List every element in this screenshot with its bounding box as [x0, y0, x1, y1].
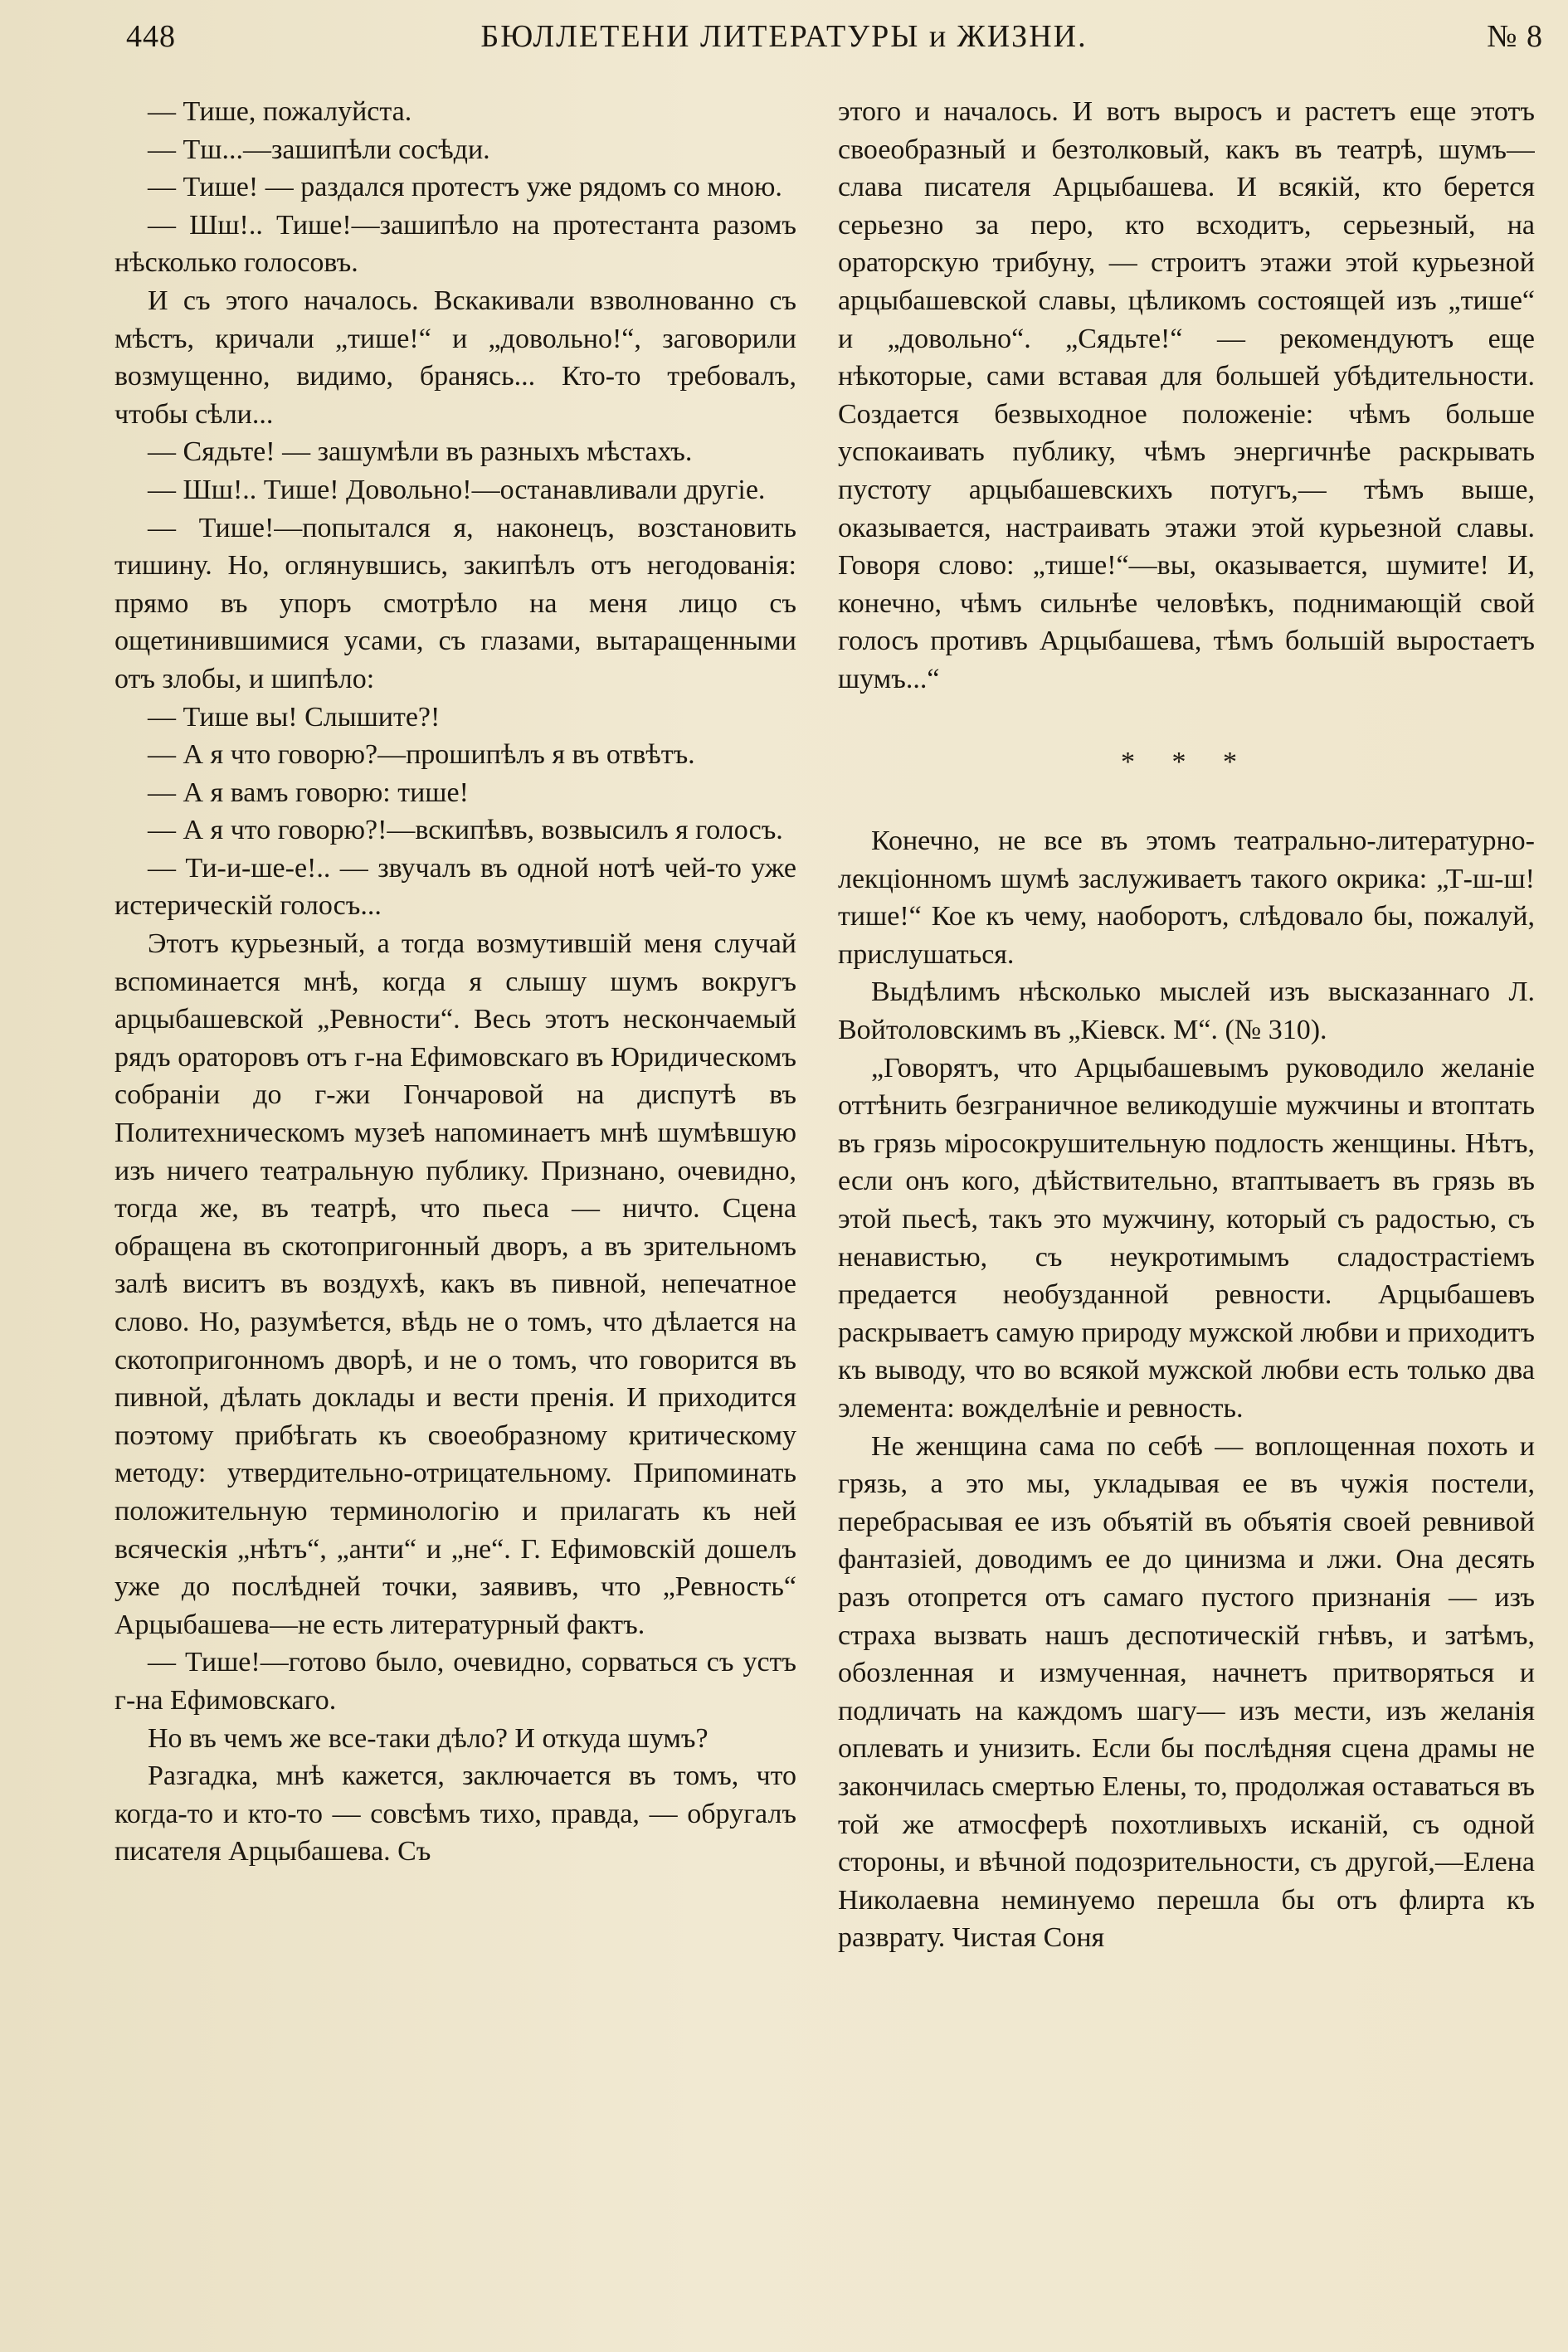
paragraph: — Тише!—попытался я, наконецъ, возстановить тишину. Но, оглянувшись, закипѣлъ отъ негодованія: прямо въ упоръ смотрѣло на меня лицо съ ощетинившимися усами, съ глазами, вытаращенными отъ злобы, и шипѣло: — [114, 512, 796, 694]
paragraph: — Тише вы! Слышите?! — [148, 701, 441, 733]
paragraph: — Тише! — раздался протестъ уже рядомъ со мною. — [148, 172, 782, 203]
paragraph: И съ этого началось. Вскакивали взволнованно съ мѣстъ, кричали „тише!“ и „довольно!“, заговорили возмущенно, видимо, бранясь... Кто-то требовалъ, чтобы сѣли... — [114, 285, 796, 430]
quote-paragraph: Не женщина сама по себѣ — воплощенная похоть и грязь, а это мы, укладывая ее въ чужія постели, перебрасывая ее изъ объятій въ объятія своей ревнивой фантазіей, доводимъ ее до цинизма и лжи. Она десять разъ отопрется отъ самаго пустого признанія — изъ страха вызвать нашъ деспотическій гнѣвъ, и затѣмъ, обозленная и измученная, начнетъ притворяться и подличать на каждомъ шагу— изъ мести, изъ желанія оплевать и унизить. Если бы послѣдняя сцена драмы не закончилась смертью Елены, то, продолжая оставаться въ той же атмосферѣ похотливыхъ исканій, съ одной стороны, и вѣчной подозрительности, съ другой,—Елена Николаевна неминуемо перешла бы отъ флирта къ разврату. Чистая Соня — [838, 1430, 1535, 1954]
page-number: 448 — [126, 19, 176, 54]
running-title: БЮЛЛЕТЕНИ ЛИТЕРАТУРЫ и ЖИЗНИ. — [480, 19, 1088, 54]
paragraph: — Шш!.. Тише!—зашипѣло на протестанта разомъ нѣсколько голосовъ. — [114, 209, 796, 279]
paragraph: — А я что говорю?—прошипѣлъ я въ отвѣтъ. — [148, 739, 695, 771]
paragraph: Выдѣлимъ нѣсколько мыслей изъ высказаннаго Л. Войтоловскимъ въ „Кіевск. М“. (№ 310). — [838, 976, 1535, 1046]
paragraph: — Сядьте! — зашумѣли въ разныхъ мѣстахъ. — [148, 436, 693, 468]
paragraph: — Шш!.. Тише! Довольно!—останавливали другіе. — [148, 474, 766, 505]
paragraph: — А я что говорю?!—вскипѣвъ, возвысилъ я голосъ. — [148, 815, 783, 846]
issue-number: № 8 — [1487, 19, 1543, 54]
right-column — [838, 93, 1535, 2333]
section-separator: * * * — [1121, 746, 1252, 777]
paragraph: — А я вамъ говорю: тише! — [148, 777, 469, 808]
paragraph: — Тише, пожалуйста. — [148, 96, 412, 127]
paragraph: Но въ чемъ же все-таки дѣло? И откуда шумъ? — [148, 1722, 709, 1754]
left-column — [114, 93, 796, 2333]
paragraph: Разгадка, мнѣ кажется, заключается въ томъ, что когда-то и кто-то — совсѣмъ тихо, правда, — обругалъ писателя Арцыбашева. Съ — [114, 1760, 796, 1867]
paragraph: — Тише!—готово было, очевидно, сорваться съ устъ г-на Ефимовскаго. — [114, 1647, 796, 1716]
paragraph: Этотъ курьезный, а тогда возмутившій меня случай вспоминается мнѣ, когда я слышу шумъ вокругъ арцыбашевской „Ревности“. Весь этотъ нескончаемый рядъ ораторовъ отъ г-на Ефимовскаго въ Юридическомъ собраніи до г-жи Гончаровой на диспутѣ въ Политехническомъ музеѣ напоминаетъ мнѣ шумѣвшую изъ ничего театральную публику. Признано, очевидно, тогда же, въ театрѣ, что пьеса — ничто. Сцена обращена въ скотопригонный дворъ, а въ зрительномъ залѣ виситъ въ воздухѣ, какъ въ пивной, непечатное слово. Но, разумѣется, вѣдь не о томъ, что дѣлается на скотопригонномъ дворѣ, и не о томъ, что говорится въ пивной, дѣлать доклады и вести пренія. И приходится поэтому прибѣгать къ своеобразному критическому методу: утвердительно-отрицательному. Припоминать положительную терминологію и прилагать къ ней всяческія „нѣтъ“, „анти“ и „не“. Г. Ефимовскій дошелъ уже до послѣдней точки, заявивъ, что „Ревность“ Арцыбашева—не есть литературный фактъ. — [114, 928, 796, 1640]
quote-paragraph: „Говорятъ, что Арцыбашевымъ руководило желаніе оттѣнить безграничное великодушіе мужчины и втоптать въ грязь міросокрушительную подлость женщины. Нѣтъ, если онъ кого, дѣйствительно, втаптываетъ въ грязь въ этой пьесѣ, такъ это мужчину, который съ радостью, съ ненавистью, съ неукротимымъ сладострастіемъ предается необузданной ревности. Арцыбашевъ раскрываетъ самую природу мужской любви и приходитъ къ выводу, что во всякой мужской любви есть только два элемента: вожделѣніе и ревность. — [838, 1052, 1535, 1424]
paragraph: этого и началось. И вотъ выросъ и растетъ еще этотъ своеобразный и безтолковый, какъ въ театрѣ, шумъ—слава писателя Арцыбашева. И всякій, кто берется серьезно за перо, кто всходитъ, серьезный, на ораторскую трибуну, — строитъ этажи этой курьезной арцыбашевской славы, цѣликомъ состоящей изъ „тише“ и „довольно“. „Сядьте!“ — рекомендуютъ еще нѣкоторые, сами вставая для большей убѣдительности. Создается безвыходное положеніе: чѣмъ больше успокаивать публику, чѣмъ энергичнѣе раскрывать пустоту арцыбашевскихъ потугъ,— тѣмъ выше, оказывается, настраивать этажи этой курьезной славы. Говоря слово: „тише!“—вы, оказывается, шумите! И, конечно, чѣмъ сильнѣе человѣкъ, поднимающій свой голосъ противъ Арцыбашева, тѣмъ большій выростаетъ шумъ...“ — [838, 96, 1535, 694]
paragraph: Конечно, не все въ этомъ театрально-литературно-лекціонномъ шумѣ заслуживаетъ такого окрика: „Т-ш-ш! тише!“ Кое къ чему, наоборотъ, слѣдовало бы, пожалуй, прислушаться. — [838, 825, 1535, 970]
paragraph: — Ти-и-ше-е!.. — звучалъ въ одной нотѣ чей-то уже истерическій голосъ... — [114, 852, 796, 922]
paragraph: — Тш...—зашипѣли сосѣди. — [148, 134, 490, 165]
